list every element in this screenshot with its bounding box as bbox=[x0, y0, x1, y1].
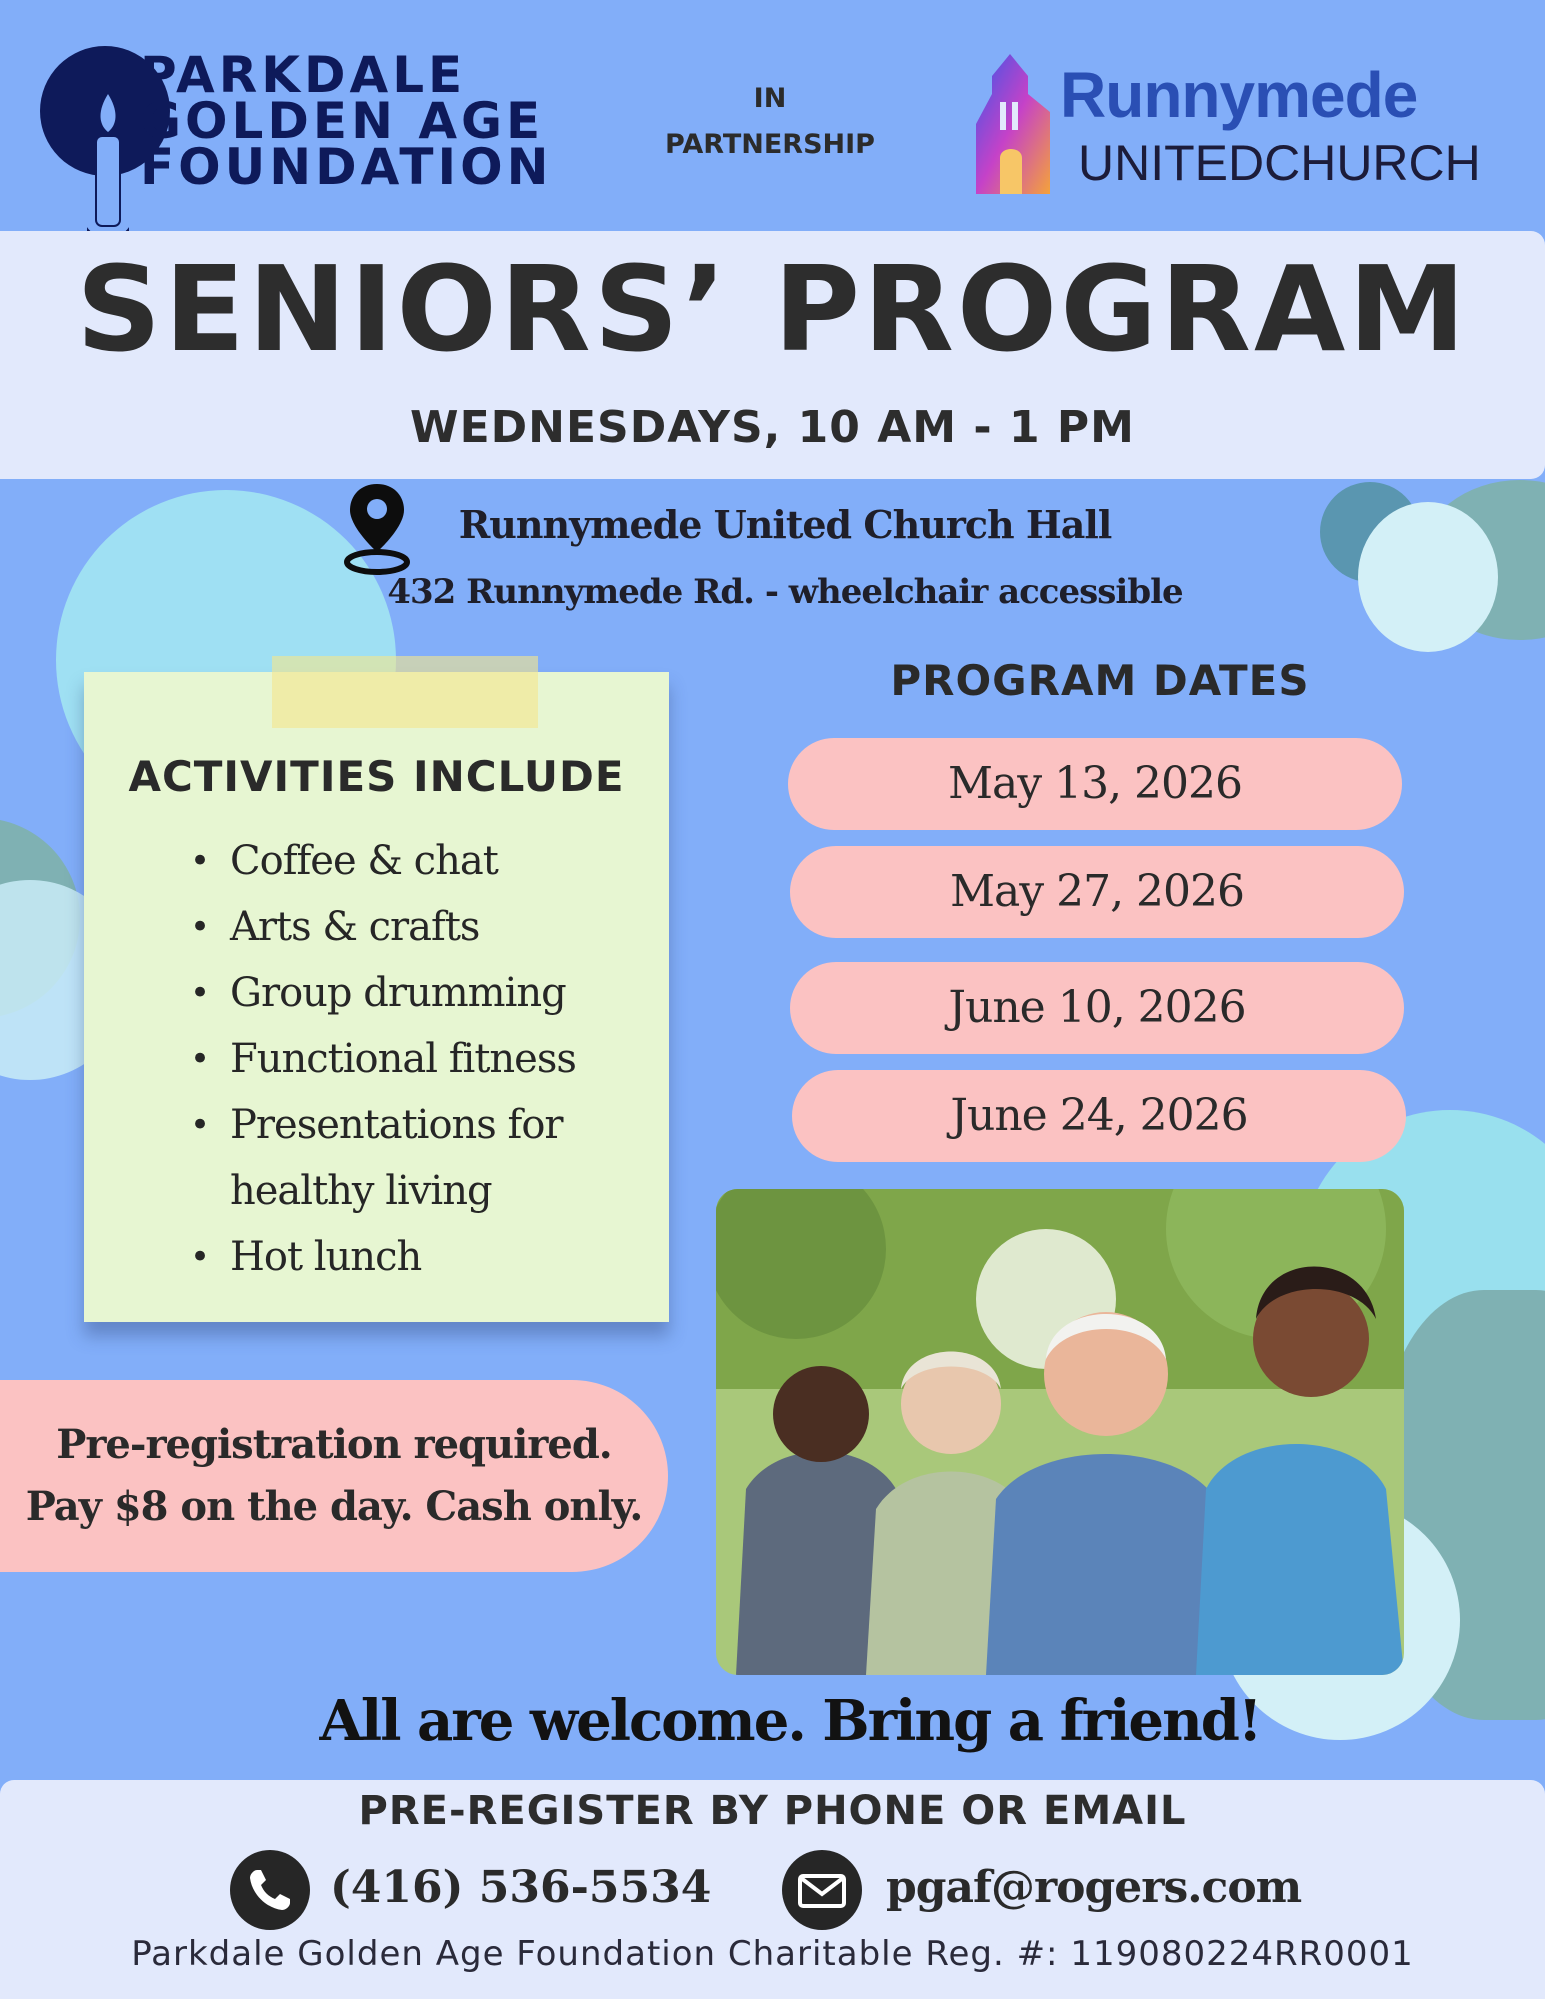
pgaf-logo bbox=[40, 46, 600, 216]
date-pill: May 13, 2026 bbox=[788, 738, 1402, 830]
registration-note bbox=[0, 1414, 668, 1538]
location-name: Runnymede United Church Hall bbox=[458, 502, 1112, 547]
location-address: 432 Runnymede Rd. - wheelchair accessible bbox=[387, 572, 1183, 612]
candle-icon bbox=[80, 92, 136, 250]
org-name-line2: GOLDEN AGE bbox=[140, 92, 545, 150]
list-item: • Coffee & chat bbox=[190, 828, 650, 894]
list-item: • Group drumming bbox=[190, 960, 650, 1026]
charity-registration: Parkdale Golden Age Foundation Charitable Reg. #: 119080224RR0001 bbox=[131, 1934, 1414, 1974]
list-item: • Hot lunch bbox=[190, 1224, 650, 1290]
org-name bbox=[140, 46, 553, 196]
dates-heading: PROGRAM DATES bbox=[890, 656, 1310, 705]
partnership-line1: IN bbox=[753, 83, 787, 114]
welcome-text: All are welcome. Bring a friend! bbox=[319, 1688, 1261, 1754]
footer-heading: PRE-REGISTER BY PHONE OR EMAIL bbox=[358, 1788, 1187, 1834]
phone-icon bbox=[230, 1850, 310, 1930]
list-item: • Presentations for healthy living bbox=[190, 1092, 650, 1224]
date-pill: June 10, 2026 bbox=[790, 962, 1404, 1054]
list-item: • Functional fitness bbox=[190, 1026, 650, 1092]
registration-line2: Pay $8 on the day. Cash only. bbox=[25, 1483, 643, 1530]
decor-bubble bbox=[1358, 502, 1498, 652]
church-name: Runnymede bbox=[1060, 59, 1418, 131]
activities-list bbox=[190, 828, 650, 1290]
list-item: • Arts & crafts bbox=[190, 894, 650, 960]
tape-strip bbox=[272, 656, 538, 728]
envelope-icon bbox=[782, 1850, 862, 1930]
partnership-text bbox=[640, 76, 900, 168]
page-title: SENIORS’ PROGRAM bbox=[76, 240, 1469, 378]
seniors-photo bbox=[716, 1189, 1404, 1675]
church-logo bbox=[970, 50, 1510, 200]
email-address[interactable]: pgaf@rogers.com bbox=[886, 1862, 1302, 1913]
church-icon bbox=[970, 54, 1062, 196]
org-name-line3: FOUNDATION bbox=[140, 138, 553, 196]
activities-heading: ACTIVITIES INCLUDE bbox=[128, 752, 625, 801]
date-pill: June 24, 2026 bbox=[792, 1070, 1406, 1162]
date-pill: May 27, 2026 bbox=[790, 846, 1404, 938]
phone-number[interactable]: (416) 536-5534 bbox=[330, 1862, 712, 1913]
schedule: WEDNESDAYS, 10 AM - 1 PM bbox=[410, 402, 1135, 453]
partnership-line2: PARTNERSHIP bbox=[665, 129, 875, 160]
org-name-line1: PARKDALE bbox=[140, 46, 467, 104]
church-subtitle: UNITEDCHURCH bbox=[1078, 135, 1481, 191]
photo-illustration bbox=[716, 1189, 1404, 1675]
registration-line1: Pre-registration required. bbox=[56, 1421, 612, 1468]
